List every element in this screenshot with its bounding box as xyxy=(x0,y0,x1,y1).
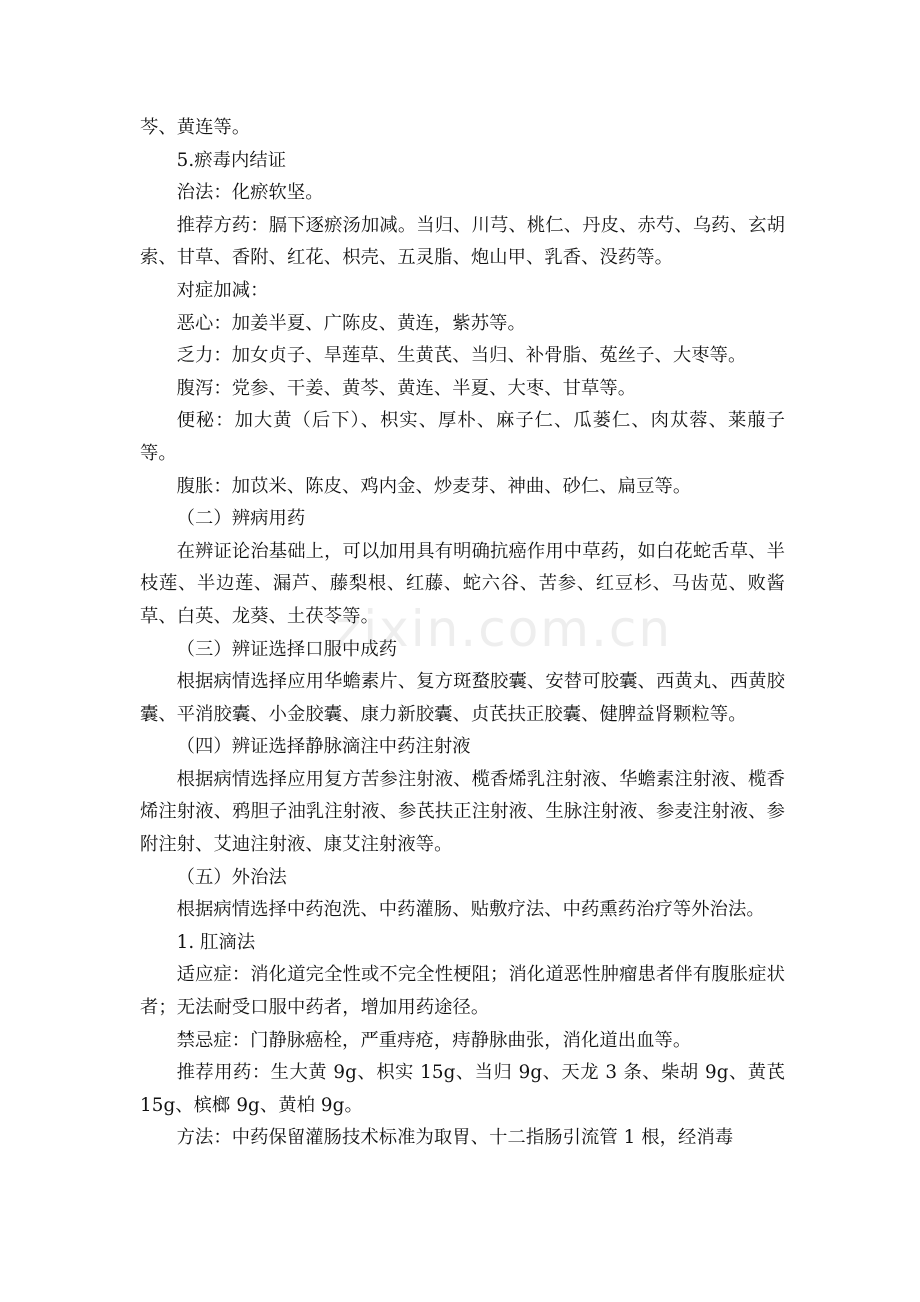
paragraph-treatment-method: 治法：化瘀软坚。 xyxy=(176,182,324,204)
paragraph-nausea: 恶心：加姜半夏、广陈皮、黄连，紫苏等。 xyxy=(176,312,526,334)
paragraph-anticancer-herbs: 在辨证论治基础上，可以加用具有明确抗癌作用中草药，如白花蛇舌草、半枝莲、半边莲、漏芦、藤梨根、红藤、蛇六谷、苦参、红豆杉、马齿苋、败酱草、白英、龙葵、土茯苓等。 xyxy=(140,540,785,627)
paragraph-method: 方法：中药保留灌肠技术标准为取胃、十二指肠引流管 1 根，经消毒 xyxy=(176,1127,734,1149)
heading-disease-medication: （二）辨病用药 xyxy=(176,508,306,530)
paragraph-oral-patent-medicine: 根据病情选择应用华蟾素片、复方斑蝥胶囊、安替可胶囊、西黄丸、西黄胶囊、平消胶囊、小金胶囊、康力新胶囊、贞芪扶正胶囊、健脾益肾颗粒等。 xyxy=(140,671,785,725)
heading-external-treatment: （五）外治法 xyxy=(176,866,287,888)
paragraph-indications: 适应症：消化道完全性或不完全性梗阻；消化道恶性肿瘤患者伴有腹胀症状者；无法耐受口服中药者，增加用药途径。 xyxy=(140,964,785,1019)
heading-oral-patent-medicine: （三）辨证选择口服中成药 xyxy=(176,638,398,660)
heading-iv-injection: （四）辨证选择静脉滴注中药注射液 xyxy=(176,736,471,758)
paragraph-symptom-adjustment: 对症加减： xyxy=(176,279,269,301)
paragraph-contraindications: 禁忌症：门静脉癌栓，严重痔疮，痔静脉曲张，消化道出血等。 xyxy=(176,1029,692,1051)
paragraph-iv-injection: 根据病情选择应用复方苦参注射液、榄香烯乳注射液、华蟾素注射液、榄香烯注射液、鸦胆子油乳注射液、参芪扶正注射液、生脉注射液、参麦注射液、参附注射、艾迪注射液、康艾注射液等。 xyxy=(140,768,785,856)
paragraph-external-treatment: 根据病情选择中药泡洗、中药灌肠、贴敷疗法、中药熏药治疗等外治法。 xyxy=(176,899,765,921)
paragraph-recommended-formula: 推荐方药：膈下逐瘀汤加减。当归、川芎、桃仁、丹皮、赤芍、乌药、玄胡索、甘草、香附、红花、枳壳、五灵脂、炮山甲、乳香、没药等。 xyxy=(140,214,785,269)
watermark: zixin.com.cn xyxy=(335,600,673,658)
paragraph-constipation: 便秘：加大黄（后下）、枳实、厚朴、麻子仁、瓜蒌仁、肉苁蓉、莱菔子等。 xyxy=(140,410,785,464)
paragraph-bloating: 腹胀：加苡米、陈皮、鸡内金、炒麦芽、神曲、砂仁、扁豆等。 xyxy=(176,475,692,497)
paragraph-continuation: 芩、黄连等。 xyxy=(140,117,251,138)
heading-anal-drip: 1. 肛滴法 xyxy=(176,931,256,953)
paragraph-diarrhea: 腹泻：党参、干姜、黄芩、黄连、半夏、大枣、甘草等。 xyxy=(176,377,637,399)
paragraph-recommended-drugs: 推荐用药：生大黄 9g、枳实 15g、当归 9g、天龙 3 条、柴胡 9g、黄芪 15g、槟榔 9g、黄柏 9g。 xyxy=(140,1062,785,1116)
document-body xyxy=(140,112,785,1155)
paragraph-fatigue: 乏力：加女贞子、旱莲草、生黄芪、当归、补骨脂、菟丝子、大枣等。 xyxy=(176,345,747,367)
heading-syndrome-5: 5.瘀毒内结证 xyxy=(176,149,287,171)
